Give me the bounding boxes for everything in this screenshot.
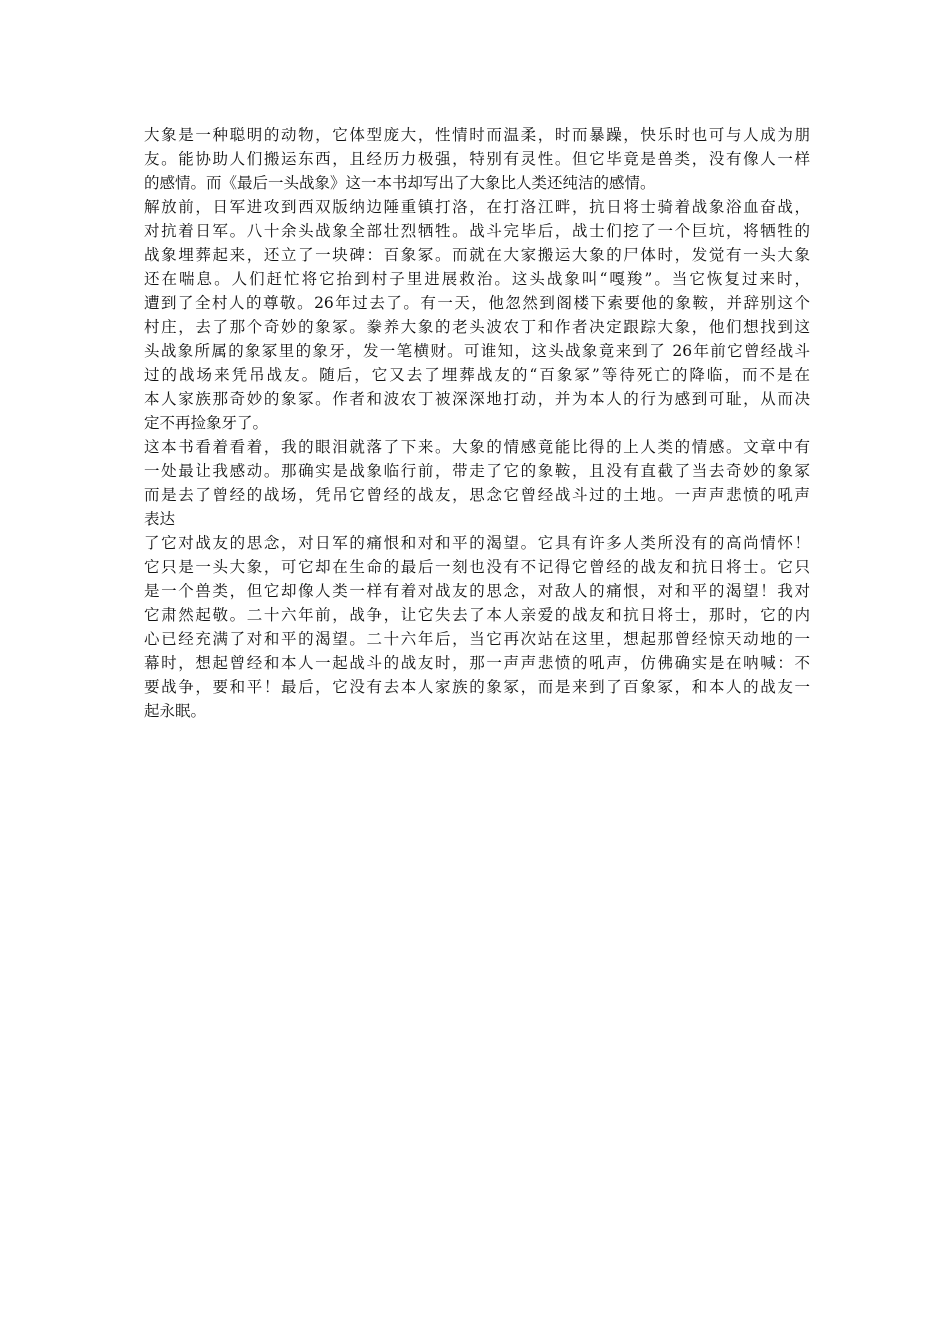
text-line: 起永眠。 [144,702,207,720]
text-line: 了它对战友的思念，对日军的痛恨和对和平的渴望。它具有许多人类所没有的高尚情怀！ [144,534,810,552]
text-line: 大象是一种聪明的动物，它体型庞大，性情时而温柔，时而暴躁，快乐时也可与人成为朋 [144,126,810,144]
text-line: 遭到了全村人的尊敬。26年过去了。有一天，他忽然到阁楼下索要他的象鞍，并辞别这个 [144,294,810,312]
text-line: 这本书看着看着，我的眼泪就落了下来。大象的情感竟能比得的上人类的情感。文章中有 [144,438,810,456]
text-line: 心已经充满了对和平的渴望。二十六年后，当它再次站在这里，想起那曾经惊天动地的一 [144,630,810,648]
text-line: 友。能协助人们搬运东西，且经历力极强，特别有灵性。但它毕竟是兽类，没有像人一样 [144,150,810,168]
text-line: 定不再捡象牙了。 [144,414,269,432]
text-line: 它肃然起敬。二十六年前，战争，让它失去了本人亲爱的战友和抗日将士，那时，它的内 [144,606,810,624]
text-line: 过的战场来凭吊战友。随后，它又去了埋葬战友的“百象冢”等待死亡的降临，而不是在 [144,366,810,384]
text-line: 是一个兽类，但它却像人类一样有着对战友的思念，对敌人的痛恨，对和平的渴望！我对 [144,582,810,600]
text-line: 头战象所属的象冢里的象牙，发一笔横财。可谁知，这头战象竟来到了 26年前它曾经战斗 [144,342,810,360]
text-line: 对抗着日军。八十余头战象全部壮烈牺牲。战斗完毕后，战士们挖了一个巨坑，将牺牲的 [144,222,810,240]
document-body [144,123,810,723]
text-line: 一处最让我感动。那确实是战象临行前，带走了它的象鞍，且没有直截了当去奇妙的象冢 [144,462,810,480]
text-line: 幕时，想起曾经和本人一起战斗的战友时，那一声声悲愤的吼声，仿佛确实是在呐喊：不 [144,654,810,672]
text-line: 要战争，要和平！最后，它没有去本人家族的象冢，而是来到了百象冢，和本人的战友一 [144,678,810,696]
text-line: 战象埋葬起来，还立了一块碑：百象冢。而就在大家搬运大象的尸体时，发觉有一头大象 [144,246,810,264]
text-line: 解放前，日军进攻到西双版纳边陲重镇打洛，在打洛江畔，抗日将士骑着战象浴血奋战， [144,198,810,216]
text-line: 本人家族那奇妙的象冢。作者和波农丁被深深地打动，并为本人的行为感到可耻，从而决 [144,390,810,408]
text-line: 的感情。而《最后一头战象》这一本书却写出了大象比人类还纯洁的感情。 [144,174,656,192]
text-line: 它只是一头大象，可它却在生命的最后一刻也没有不记得它曾经的战友和抗日将士。它只 [144,558,810,576]
text-line: 还在喘息。人们赶忙将它抬到村子里进展救治。这头战象叫“嘎羧”。当它恢复过来时， [144,270,810,288]
text-line: 村庄，去了那个奇妙的象冢。豢养大象的老头波农丁和作者决定跟踪大象，他们想找到这 [144,318,810,336]
text-line: 而是去了曾经的战场，凭吊它曾经的战友，思念它曾经战斗过的土地。一声声悲愤的吼声 [144,486,810,504]
text-line: 表达 [144,510,176,528]
